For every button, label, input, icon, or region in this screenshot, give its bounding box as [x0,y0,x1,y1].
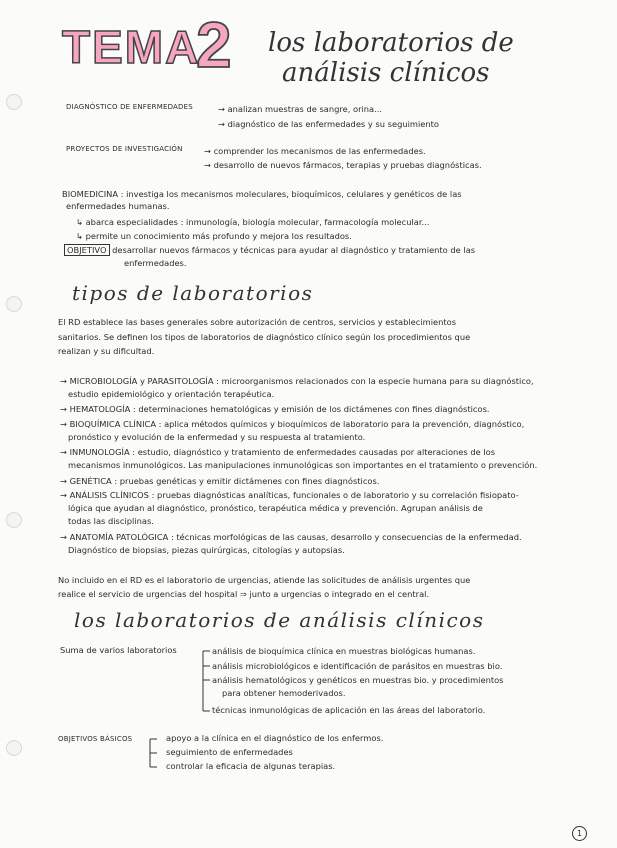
lab-type-line: → INMUNOLOGÍA : estudio, diagnóstico y tratamiento de enfermedades causadas por alteraciones de los [60,447,496,457]
suma-item: para obtener hemoderivados. [222,688,346,698]
lab-type-line: Diagnóstico de biopsias, piezas quirúrgicas, citologías y autopsias. [68,545,345,555]
objetivo-line: enfermedades. [124,258,187,268]
intro-line: El RD establece las bases generales sobre autorización de centros, servicios y establecimientos [58,317,457,327]
intro-line: realizan y su dificultad. [58,346,155,356]
proyectos-item: → desarrollo de nuevos fármacos, terapias y pruebas diagnósticas. [204,160,482,170]
proyectos-text: desarrollo de nuevos fármacos, terapias y pruebas diagnósticas. [213,160,482,170]
objetivo-label: OBJETIVO [64,244,110,256]
analisis-heading: los laboratorios de análisis clínicos [74,608,485,632]
objetivos-item: seguimiento de enfermedades [166,747,293,757]
suma-label: Suma de varios laboratorios [60,645,177,655]
urgencias-note: No incluido en el RD es el laboratorio de urgencias, atiende las solicitudes de análisis urgentes que [58,575,471,585]
lab-type-line: lógica que ayudan al diagnóstico, pronóstico, terapéutica médica y prevención. Agrupan análisis de [68,503,483,513]
objetivos-item: apoyo a la clínica en el diagnóstico de los enfermos. [166,733,384,743]
lab-type-line: → ANATOMÍA PATOLÓGICA : técnicas morfológicas de las causas, desarrollo y consecuencias de la enfermedad. [60,532,522,542]
proyectos-label: PROYECTOS DE INVESTIGACIÓN [66,145,183,153]
title-line-1: los laboratorios de [268,28,514,58]
tema-label: TEMA [62,21,201,73]
proyectos-item: → comprender los mecanismos de las enfermedades. [204,146,426,156]
diagnostico-text: diagnóstico de las enfermedades y su seguimiento [227,119,439,129]
proyectos-text: comprender los mecanismos de las enfermedades. [213,146,426,156]
objetivos-label: OBJETIVOS BÁSICOS [58,735,133,743]
lab-type-line: → GENÉTICA : pruebas genéticas y emitir dictámenes con fines diagnósticos. [60,476,380,486]
biomedicina-sub: ↳ abarca especialidades : inmunología, biología molecular, farmacología molecular... [76,217,430,227]
suma-item: análisis de bioquímica clínica en muestras biológicas humanas. [212,646,476,656]
lab-type-line: mecanismos inmunológicos. Las manipulaciones inmunológicas son importantes en el tratamiento o prevención. [68,460,538,470]
intro-line: sanitarios. Se definen los tipos de laboratorios de diagnóstico clínico según los procedimientos que [58,332,471,342]
suma-item: técnicas inmunológicas de aplicación en las áreas del laboratorio. [212,705,486,715]
tema-number: 2 [196,9,232,81]
suma-item: análisis microbiológicos e identificación de parásitos en muestras bio. [212,661,503,671]
lab-type-line: pronóstico y evolución de la enfermedad y su respuesta al tratamiento. [68,432,366,442]
title-line-2: análisis clínicos [282,58,490,88]
tipos-heading: tipos de laboratorios [72,281,314,305]
diagnostico-item: → diagnóstico de las enfermedades y su seguimiento [218,119,439,129]
lab-type-line: → ANÁLISIS CLÍNICOS : pruebas diagnósticas analíticas, funcionales o de laboratorio y su correlación fisiopato- [60,490,519,500]
page-number: 1 [572,826,587,841]
lab-type-line: → HEMATOLOGÍA : determinaciones hematológicas y emisión de los dictámenes con fines diagnósticos. [60,404,490,414]
lab-type-line: estudio epidemiológico y orientación terapéutica. [68,389,275,399]
lab-type-line: → BIOQUÍMICA CLÍNICA : aplica métodos químicos y bioquímicos de laboratorio para la prevención, diagnóstico, [60,419,525,429]
biomedicina-line: BIOMEDICINA : investiga los mecanismos moleculares, bioquímicos, celulares y genéticos de las [62,189,462,199]
diagnostico-text: analizan muestras de sangre, orina... [227,104,383,114]
biomedicina-line: enfermedades humanas. [66,201,170,211]
lab-type-line: todas las disciplinas. [68,516,154,526]
suma-item: análisis hematológicos y genéticos en muestras bio. y procedimientos [212,675,504,685]
lab-type-line: → MICROBIOLOGÍA y PARASITOLOGÍA : microorganismos relacionados con la especie humana para su diagnóstico, [60,376,534,386]
biomedicina-sub: ↳ permite un conocimiento más profundo y mejora los resultados. [76,231,352,241]
objetivo-text: desarrollar nuevos fármacos y técnicas para ayudar al diagnóstico y tratamiento de las [112,245,476,255]
urgencias-note: realice el servicio de urgencias del hospital ⇒ junto a urgencias o integrado en el central. [58,589,430,599]
diagnostico-item: → analizan muestras de sangre, orina... [218,104,383,114]
diagnostico-label: DIAGNÓSTICO DE ENFERMEDADES [66,103,193,111]
objetivos-item: controlar la eficacia de algunas terapias. [166,761,336,771]
